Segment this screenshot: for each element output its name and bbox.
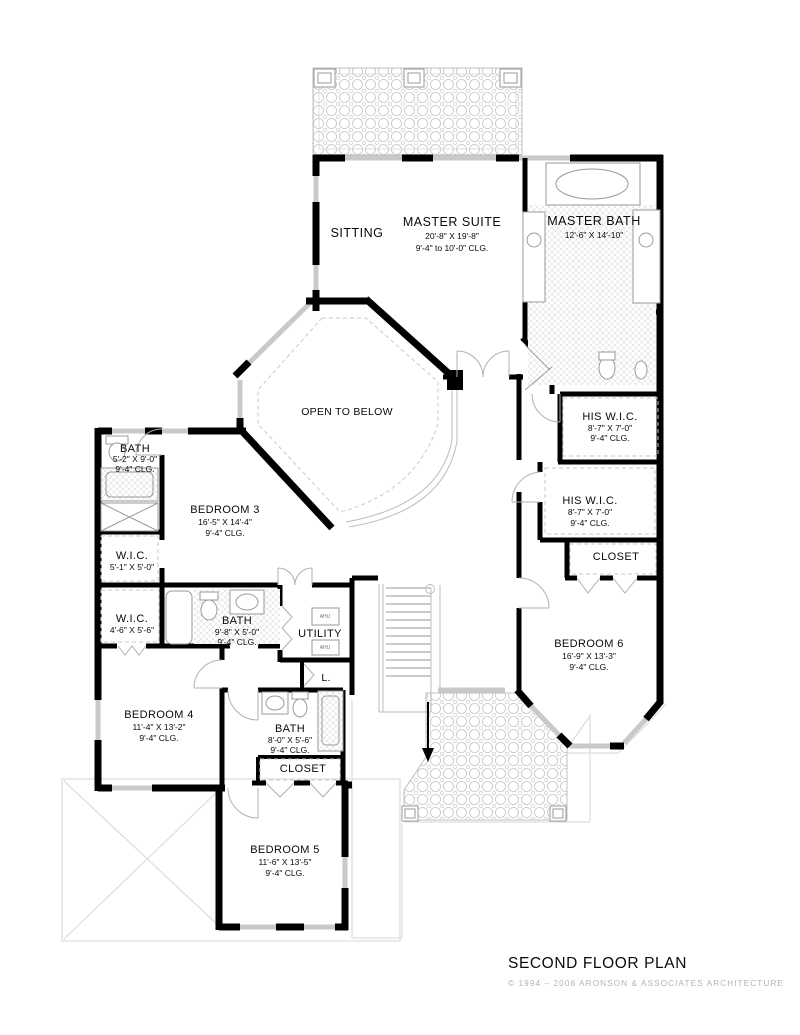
label-bath5-clg: 9'-4" CLG. [270,745,310,755]
title-block [508,955,784,988]
master-suite-double-door [457,351,509,377]
label-bedroom4-dims: 11'-4" X 13'-2" [132,722,186,732]
deck-post [314,69,335,87]
label-his-wic-upper: HIS W.I.C. [582,411,638,423]
bidet [635,361,647,379]
vanity-left [523,212,545,302]
label-ahu-upper: AHU [319,614,331,620]
bedroom3-double-door [278,568,312,585]
bath-bedroom5-door [228,690,258,720]
label-his-wic-upper-clg: 9'-4" CLG. [590,433,630,443]
copyright-line: © 1994 – 2006 ARONSON & ASSOCIATES ARCHITECTURE [508,979,784,988]
label-bedroom3-dims: 16'-5" X 14'-4" [198,517,252,527]
label-wic-bedroom3: W.I.C. [115,550,149,562]
label-open-to-below: OPEN TO BELOW [301,406,393,418]
utility-bifold-door [282,606,292,650]
linen-door [304,664,314,686]
label-bath3-dims: 5'-2" X 9'-0" [112,454,158,464]
upper-balcony-deck [313,68,522,155]
bedroom4-door [194,660,222,688]
toilet-tank [200,592,218,600]
label-bath3: BATH [119,443,151,455]
toilet [293,699,307,717]
deck-post [500,69,521,87]
stair-volute [426,585,435,594]
toilet [201,600,217,620]
master-tub [556,169,628,199]
label-closet-bedroom5: CLOSET [279,763,327,775]
label-ahu-lower: AHU [319,645,331,651]
label-bath3-clg: 9'-4" CLG. [115,464,155,474]
label-his-wic-upper-dims: 8'-7" X 7'-0" [587,423,633,433]
label-bath-shared-dims: 9'-8" X 5'-0" [214,627,260,637]
label-master-bath: MASTER BATH [547,214,641,228]
label-his-wic-lower: HIS W.I.C. [562,495,618,507]
label-wic-bedroom4: W.I.C. [115,613,149,625]
wic-upper-door [532,394,560,422]
label-bath-shared: BATH [221,615,253,627]
deck-post [550,806,566,821]
label-bath5: BATH [274,723,306,735]
label-utility: UTILITY [298,628,342,640]
wic-lower-door [512,472,540,502]
toilet-tank [292,692,308,699]
label-bedroom6: BEDROOM 6 [554,638,624,650]
label-his-wic-lower-dims: 8'-7" X 7'-0" [567,507,613,517]
label-wic-bedroom3-dims: 5'-1" X 5'-0" [109,562,155,572]
label-his-wic-lower-clg: 9'-4" CLG. [570,518,610,528]
label-master-bath-dims: 12'-6" X 14'-10" [564,230,624,240]
label-bedroom5-dims: 11'-6" X 13'-5" [258,857,312,867]
label-bedroom6-clg: 9'-4" CLG. [569,662,609,672]
label-bedroom5: BEDROOM 5 [250,844,320,856]
label-closet-master: CLOSET [592,551,640,563]
bedroom6-door [519,578,549,608]
tub [166,591,192,644]
master-bath-fixtures [523,163,660,390]
label-bath-shared-clg: 9'-4" CLG. [217,637,257,647]
label-bedroom5-clg: 9'-4" CLG. [265,868,305,878]
label-linen: L. [321,672,331,684]
plan-title: SECOND FLOOR PLAN [508,955,688,972]
deck-post [402,806,418,821]
label-sitting: SITTING [330,226,384,240]
label-bedroom6-dims: 16'-9" X 13'-3" [562,651,616,661]
deck-post [404,69,424,87]
label-master-suite-dims: 20'-8" X 19'-8" [425,231,479,241]
label-bedroom3: BEDROOM 3 [190,504,260,516]
label-wic-bedroom4-dims: 4'-6" X 5'-6" [109,625,155,635]
bedroom5-door [228,788,258,818]
label-master-suite-clg: 9'-4" to 10'-0" CLG. [415,243,489,253]
label-bedroom3-clg: 9'-4" CLG. [205,528,245,538]
wic-bedroom4-bifold-door [118,646,146,655]
fixtures [101,163,660,780]
label-bath5-dims: 8'-0" X 5'-6" [267,735,313,745]
label-master-suite: MASTER SUITE [402,215,502,229]
label-bedroom4: BEDROOM 4 [124,709,194,721]
label-bedroom4-clg: 9'-4" CLG. [139,733,179,743]
